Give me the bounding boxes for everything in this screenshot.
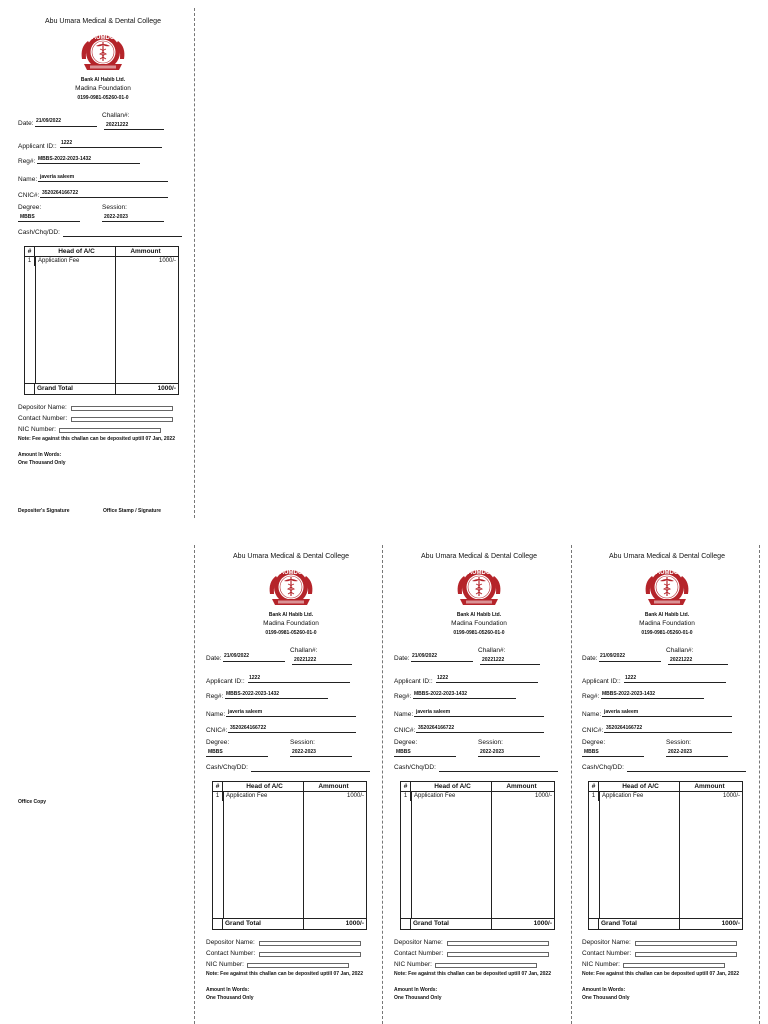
fee-challan	[18, 17, 188, 517]
nic-number-label: NIC Number:	[582, 961, 620, 968]
name-label: Name:	[18, 176, 38, 183]
cash-underline	[251, 771, 370, 772]
fee-table	[24, 246, 179, 395]
nic-number-label: NIC Number:	[206, 961, 244, 968]
cnic-value: 3520264166722	[606, 725, 643, 731]
session-label: Session:	[102, 204, 127, 211]
account-number: 0199-0981-05260-01-0	[77, 95, 129, 101]
challan-number: 20221222	[294, 657, 317, 663]
degree-label: Degree:	[582, 739, 606, 746]
cnic-value: 3520264166722	[42, 190, 79, 196]
reg-value: MBBS-2022-2023-1432	[226, 691, 280, 697]
amount-in-words-label: Amount In Words:	[18, 452, 62, 458]
amount-in-words-value: One Thousand Only	[206, 995, 254, 1001]
amount-in-words-value: One Thousand Only	[394, 995, 442, 1001]
cnic-label: CNIC#:	[206, 727, 228, 734]
col-number-header: #	[589, 782, 599, 791]
reg-underline	[37, 163, 140, 164]
reg-underline	[413, 698, 516, 699]
cash-label: Cash/Chq/DD:	[394, 764, 436, 771]
logo-text: AUMDC	[91, 35, 115, 41]
session-label: Session:	[290, 739, 315, 746]
challan-label: Challan#:	[290, 647, 318, 654]
contact-number-field[interactable]	[71, 417, 173, 422]
col-number-header: #	[401, 782, 411, 791]
session-label: Session:	[666, 739, 691, 746]
college-name: Abu Umara Medical & Dental College	[421, 553, 537, 560]
bank-name: Bank Al Habib Ltd.	[456, 612, 502, 618]
col-amount-header: Ammount	[318, 783, 349, 790]
college-name: Abu Umara Medical & Dental College	[233, 553, 349, 560]
challan-underline	[480, 664, 540, 665]
depositor-name-label: Depositor Name:	[206, 939, 255, 946]
nic-number-label: NIC Number:	[394, 961, 432, 968]
amount-in-words-value: One Thousand Only	[18, 460, 66, 466]
tear-line	[382, 545, 383, 1024]
reg-underline	[601, 698, 704, 699]
tear-line	[194, 8, 195, 518]
fee-table-divider	[303, 782, 304, 929]
applicant-id-label: Applicant ID::	[206, 678, 245, 685]
date-label: Date:	[394, 655, 410, 662]
table-row	[589, 792, 742, 801]
grand-total-spacer	[589, 919, 599, 929]
nic-number-label: NIC Number:	[18, 426, 56, 433]
session-underline	[102, 221, 164, 222]
grand-total-spacer	[25, 384, 35, 394]
session-value: 2022-2023	[480, 749, 504, 755]
date-label: Date:	[582, 655, 598, 662]
row-number: 1	[401, 792, 411, 801]
col-head-header: Head of A/C	[434, 783, 471, 790]
challan-number: 20221222	[482, 657, 505, 663]
fee-table-divider	[679, 782, 680, 929]
reg-label: Reg#:	[18, 158, 36, 165]
office-copy-label: Office Copy	[18, 799, 47, 805]
office-stamp-signature: Office Stamp / Signature	[103, 508, 162, 514]
contact-number-label: Contact Number:	[18, 415, 68, 422]
row-number: 1	[213, 792, 223, 801]
grand-total-row	[401, 918, 554, 929]
deposit-note: Note: Fee against this challan can be deposited uptill 07 Jan, 2022	[206, 971, 363, 977]
date-underline	[599, 661, 661, 662]
col-head-header: Head of A/C	[246, 783, 283, 790]
fee-table-divider	[491, 782, 492, 929]
cnic-value: 3520264166722	[418, 725, 455, 731]
fee-challan	[206, 552, 376, 1024]
grand-total-value: 1000/-	[533, 920, 552, 927]
cash-underline	[439, 771, 558, 772]
degree-label: Degree:	[18, 204, 42, 211]
tear-line	[194, 545, 195, 1024]
applicant-id-label: Applicant ID::	[582, 678, 621, 685]
degree-underline	[394, 756, 456, 757]
session-value: 2022-2023	[668, 749, 692, 755]
contact-number-field[interactable]	[635, 952, 737, 957]
date-underline	[35, 126, 97, 127]
challan-underline	[292, 664, 352, 665]
col-amount-header: Ammount	[130, 248, 161, 255]
col-number-header: #	[25, 247, 35, 256]
session-value: 2022-2023	[104, 214, 128, 220]
depositor-name-label: Depositor Name:	[394, 939, 443, 946]
challan-number: 20221222	[106, 122, 129, 128]
session-underline	[290, 756, 352, 757]
fee-table	[588, 781, 743, 930]
row-amount: 1000/-	[158, 258, 176, 264]
amount-in-words-value: One Thousand Only	[582, 995, 630, 1001]
fee-challan	[582, 552, 752, 1024]
cnic-value: 3520264166722	[230, 725, 267, 731]
cnic-label: CNIC#:	[582, 727, 604, 734]
applicant-id-underline	[436, 682, 538, 683]
bank-name: Bank Al Habib Ltd.	[644, 612, 690, 618]
logo-text: AUMDC	[467, 570, 491, 576]
fee-table	[400, 781, 555, 930]
college-logo-icon	[264, 564, 318, 610]
depositor-name-label: Depositor Name:	[582, 939, 631, 946]
bank-name: Bank Al Habib Ltd.	[80, 77, 126, 83]
applicant-id-underline	[248, 682, 350, 683]
reg-underline	[225, 698, 328, 699]
challan-label: Challan#:	[102, 112, 130, 119]
amount-in-words-label: Amount In Words:	[582, 987, 626, 993]
row-head: Application Fee	[226, 793, 268, 799]
row-amount: 1000/-	[534, 793, 552, 799]
challan-underline	[104, 129, 164, 130]
cnic-label: CNIC#:	[18, 192, 40, 199]
date-value: 21/09/2022	[224, 653, 250, 659]
cnic-underline	[604, 732, 732, 733]
cnic-underline	[228, 732, 356, 733]
col-number-header: #	[213, 782, 223, 791]
fee-table-header	[25, 247, 178, 257]
col-amount-header: Ammount	[694, 783, 725, 790]
challan-label: Challan#:	[478, 647, 506, 654]
logo-text: AUMDC	[655, 570, 679, 576]
deposit-note: Note: Fee against this challan can be deposited uptill 07 Jan, 2022	[18, 436, 175, 442]
grand-total-value: 1000/-	[157, 385, 176, 392]
reg-value: MBBS-2022-2023-1432	[38, 156, 92, 162]
degree-label: Degree:	[206, 739, 230, 746]
name-value: javeria saleem	[228, 709, 263, 715]
date-label: Date:	[18, 120, 34, 127]
degree-underline	[582, 756, 644, 757]
cnic-label: CNIC#:	[394, 727, 416, 734]
row-head: Application Fee	[38, 258, 80, 264]
grand-total-value: 1000/-	[345, 920, 364, 927]
fee-challan	[394, 552, 564, 1024]
degree-value: MBBS	[584, 749, 599, 755]
grand-total-label: Grand Total	[413, 920, 449, 927]
degree-value: MBBS	[208, 749, 223, 755]
account-number: 0199-0981-05260-01-0	[641, 630, 693, 636]
depositor-signature: Depositer's Signature	[18, 508, 70, 514]
session-value: 2022-2023	[292, 749, 316, 755]
date-value: 21/09/2022	[412, 653, 438, 659]
row-amount: 1000/-	[722, 793, 740, 799]
degree-label: Degree:	[394, 739, 418, 746]
table-row	[401, 792, 554, 801]
account-number: 0199-0981-05260-01-0	[265, 630, 317, 636]
grand-total-spacer	[213, 919, 223, 929]
depositor-name-field[interactable]	[71, 406, 173, 411]
college-logo-icon	[76, 29, 130, 75]
amount-in-words-label: Amount In Words:	[394, 987, 438, 993]
reg-value: MBBS-2022-2023-1432	[414, 691, 468, 697]
fee-table-divider	[115, 247, 116, 394]
logo-text: AUMDC	[279, 570, 303, 576]
deposit-note: Note: Fee against this challan can be deposited uptill 07 Jan, 2022	[394, 971, 551, 977]
applicant-id-value: 1222	[437, 675, 449, 681]
session-underline	[478, 756, 540, 757]
fee-table-num-divider	[411, 792, 412, 918]
reg-label: Reg#:	[206, 693, 224, 700]
cash-underline	[627, 771, 746, 772]
contact-number-field[interactable]	[447, 952, 549, 957]
name-label: Name:	[206, 711, 226, 718]
session-underline	[666, 756, 728, 757]
col-amount-header: Ammount	[506, 783, 537, 790]
fee-table	[212, 781, 367, 930]
name-label: Name:	[394, 711, 414, 718]
nic-number-field[interactable]	[247, 963, 349, 968]
account-number: 0199-0981-05260-01-0	[453, 630, 505, 636]
nic-number-field[interactable]	[59, 428, 161, 433]
fee-table-header	[589, 782, 742, 792]
name-underline	[414, 716, 544, 717]
challan-underline	[668, 664, 728, 665]
date-label: Date:	[206, 655, 222, 662]
tear-line	[571, 545, 572, 1024]
fee-table-num-divider	[35, 257, 36, 383]
applicant-id-underline	[624, 682, 726, 683]
fee-table-num-divider	[599, 792, 600, 918]
date-value: 21/09/2022	[600, 653, 626, 659]
grand-total-label: Grand Total	[225, 920, 261, 927]
grand-total-spacer	[401, 919, 411, 929]
cash-label: Cash/Chq/DD:	[582, 764, 624, 771]
challan-number: 20221222	[670, 657, 693, 663]
name-label: Name:	[582, 711, 602, 718]
cash-label: Cash/Chq/DD:	[206, 764, 248, 771]
depositor-name-label: Depositor Name:	[18, 404, 67, 411]
fee-table-header	[401, 782, 554, 792]
date-underline	[411, 661, 473, 662]
grand-total-row	[25, 383, 178, 394]
cash-underline	[63, 236, 182, 237]
name-underline	[226, 716, 356, 717]
row-head: Application Fee	[602, 793, 644, 799]
reg-value: MBBS-2022-2023-1432	[602, 691, 656, 697]
applicant-id-label: Applicant ID::	[18, 143, 57, 150]
foundation-name: Madina Foundation	[75, 85, 131, 92]
cnic-underline	[416, 732, 544, 733]
applicant-id-value: 1222	[61, 140, 73, 146]
grand-total-label: Grand Total	[601, 920, 637, 927]
name-underline	[602, 716, 732, 717]
degree-underline	[206, 756, 268, 757]
name-value: javeria saleem	[416, 709, 451, 715]
applicant-id-label: Applicant ID::	[394, 678, 433, 685]
row-head: Application Fee	[414, 793, 456, 799]
grand-total-label: Grand Total	[37, 385, 73, 392]
bank-name: Bank Al Habib Ltd.	[268, 612, 314, 618]
depositor-name-field[interactable]	[447, 941, 549, 946]
grand-total-row	[589, 918, 742, 929]
col-head-header: Head of A/C	[58, 248, 95, 255]
name-value: javeria saleem	[40, 174, 75, 180]
date-value: 21/09/2022	[36, 118, 62, 124]
applicant-id-value: 1222	[249, 675, 261, 681]
contact-number-label: Contact Number:	[394, 950, 444, 957]
cash-label: Cash/Chq/DD:	[18, 229, 60, 236]
col-head-header: Head of A/C	[622, 783, 659, 790]
amount-in-words-label: Amount In Words:	[206, 987, 250, 993]
row-amount: 1000/-	[346, 793, 364, 799]
deposit-note: Note: Fee against this challan can be deposited uptill 07 Jan, 2022	[582, 971, 739, 977]
date-underline	[223, 661, 285, 662]
college-name: Abu Umara Medical & Dental College	[45, 18, 161, 25]
applicant-id-underline	[60, 147, 162, 148]
grand-total-value: 1000/-	[721, 920, 740, 927]
degree-value: MBBS	[20, 214, 35, 220]
foundation-name: Madina Foundation	[451, 620, 507, 627]
name-value: javeria saleem	[604, 709, 639, 715]
table-row	[25, 257, 178, 266]
nic-number-field[interactable]	[623, 963, 725, 968]
degree-underline	[18, 221, 80, 222]
reg-label: Reg#:	[394, 693, 412, 700]
foundation-name: Madina Foundation	[639, 620, 695, 627]
fee-table-num-divider	[223, 792, 224, 918]
applicant-id-value: 1222	[625, 675, 637, 681]
row-number: 1	[589, 792, 599, 801]
contact-number-label: Contact Number:	[582, 950, 632, 957]
college-name: Abu Umara Medical & Dental College	[609, 553, 725, 560]
contact-number-label: Contact Number:	[206, 950, 256, 957]
college-logo-icon	[640, 564, 694, 610]
nic-number-field[interactable]	[435, 963, 537, 968]
degree-value: MBBS	[396, 749, 411, 755]
depositor-name-field[interactable]	[635, 941, 737, 946]
challan-label: Challan#:	[666, 647, 694, 654]
foundation-name: Madina Foundation	[263, 620, 319, 627]
table-row	[213, 792, 366, 801]
fee-table-header	[213, 782, 366, 792]
contact-number-field[interactable]	[259, 952, 361, 957]
grand-total-row	[213, 918, 366, 929]
reg-label: Reg#:	[582, 693, 600, 700]
depositor-name-field[interactable]	[259, 941, 361, 946]
tear-line	[759, 545, 760, 1024]
name-underline	[38, 181, 168, 182]
cnic-underline	[40, 197, 168, 198]
session-label: Session:	[478, 739, 503, 746]
college-logo-icon	[452, 564, 506, 610]
row-number: 1	[25, 257, 35, 266]
